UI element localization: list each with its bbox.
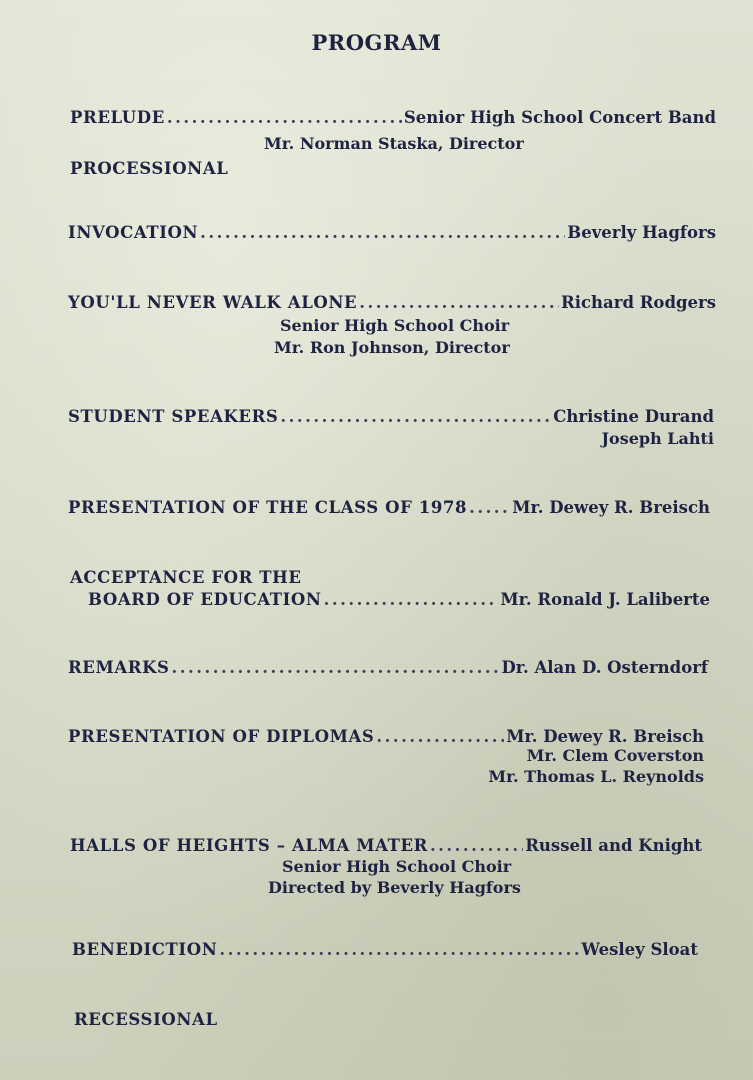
dot-leader xyxy=(167,108,402,127)
program-item-processional xyxy=(70,159,228,178)
program-item-prelude xyxy=(70,108,716,127)
dot-leader xyxy=(172,658,500,677)
item-label: YOU'LL NEVER WALK ALONE xyxy=(68,293,358,312)
item-performer: Russell and Knight xyxy=(525,836,702,855)
item-label: PROCESSIONAL xyxy=(70,159,229,178)
item-label: BENEDICTION xyxy=(72,940,218,959)
item-performer: Mr. Dewey R. Breisch xyxy=(506,727,704,746)
dot-leader xyxy=(359,293,559,312)
dot-leader xyxy=(280,407,551,426)
item-performer: Wesley Sloat xyxy=(581,940,698,959)
dot-leader xyxy=(376,727,504,746)
item-detail: Mr. Thomas L. Reynolds xyxy=(488,767,704,786)
item-detail: Senior High School Choir xyxy=(280,316,510,335)
item-label: RECESSIONAL xyxy=(74,1010,218,1029)
item-label: PRESENTATION OF THE CLASS OF 1978 xyxy=(68,498,468,517)
item-label: STUDENT SPEAKERS xyxy=(68,407,279,426)
item-label: PRELUDE xyxy=(70,108,165,127)
item-label: ACCEPTANCE FOR THE xyxy=(70,568,302,587)
item-label: HALLS OF HEIGHTS – ALMA MATER xyxy=(70,836,428,855)
item-performer: Senior High School Concert Band xyxy=(403,108,716,127)
program-item-recessional xyxy=(74,1010,218,1029)
item-label: INVOCATION xyxy=(68,223,199,242)
item-detail: Directed by Beverly Hagfors xyxy=(268,878,521,897)
program-item-presentation-of-class xyxy=(68,498,710,517)
item-label-continued: BOARD OF EDUCATION xyxy=(88,590,322,609)
item-performer: Christine Durand xyxy=(553,407,714,426)
program-item-student-speakers xyxy=(68,407,714,426)
item-performer: Beverly Hagfors xyxy=(567,223,716,242)
item-performer: Mr. Dewey R. Breisch xyxy=(512,498,710,517)
item-detail: Mr. Clem Coverston xyxy=(526,746,704,765)
dot-leader xyxy=(430,836,523,855)
dot-leader xyxy=(469,498,510,517)
program-item-acceptance-line-1 xyxy=(70,568,302,587)
dot-leader xyxy=(219,940,579,959)
item-detail: Senior High School Choir xyxy=(282,857,512,876)
item-performer: Richard Rodgers xyxy=(561,293,716,312)
program-title: PROGRAM xyxy=(311,30,442,55)
dot-leader xyxy=(200,223,565,242)
item-detail: Mr. Norman Staska, Director xyxy=(264,134,524,153)
item-performer: Mr. Ronald J. Laliberte xyxy=(500,590,710,609)
item-label: REMARKS xyxy=(68,658,170,677)
program-item-presentation-of-diplomas xyxy=(68,727,704,746)
program-item-benediction xyxy=(72,940,698,959)
item-detail: Mr. Ron Johnson, Director xyxy=(274,338,510,357)
program-item-invocation xyxy=(68,223,716,242)
program-item-alma-mater xyxy=(70,836,702,855)
item-performer: Dr. Alan D. Osterndorf xyxy=(501,658,708,677)
program-item-acceptance xyxy=(88,590,710,609)
item-label: PRESENTATION OF DIPLOMAS xyxy=(68,727,375,746)
program-item-youll-never-walk-alone xyxy=(68,293,716,312)
program-item-remarks xyxy=(68,658,708,677)
item-detail: Joseph Lahti xyxy=(601,429,714,448)
dot-leader xyxy=(324,590,499,609)
